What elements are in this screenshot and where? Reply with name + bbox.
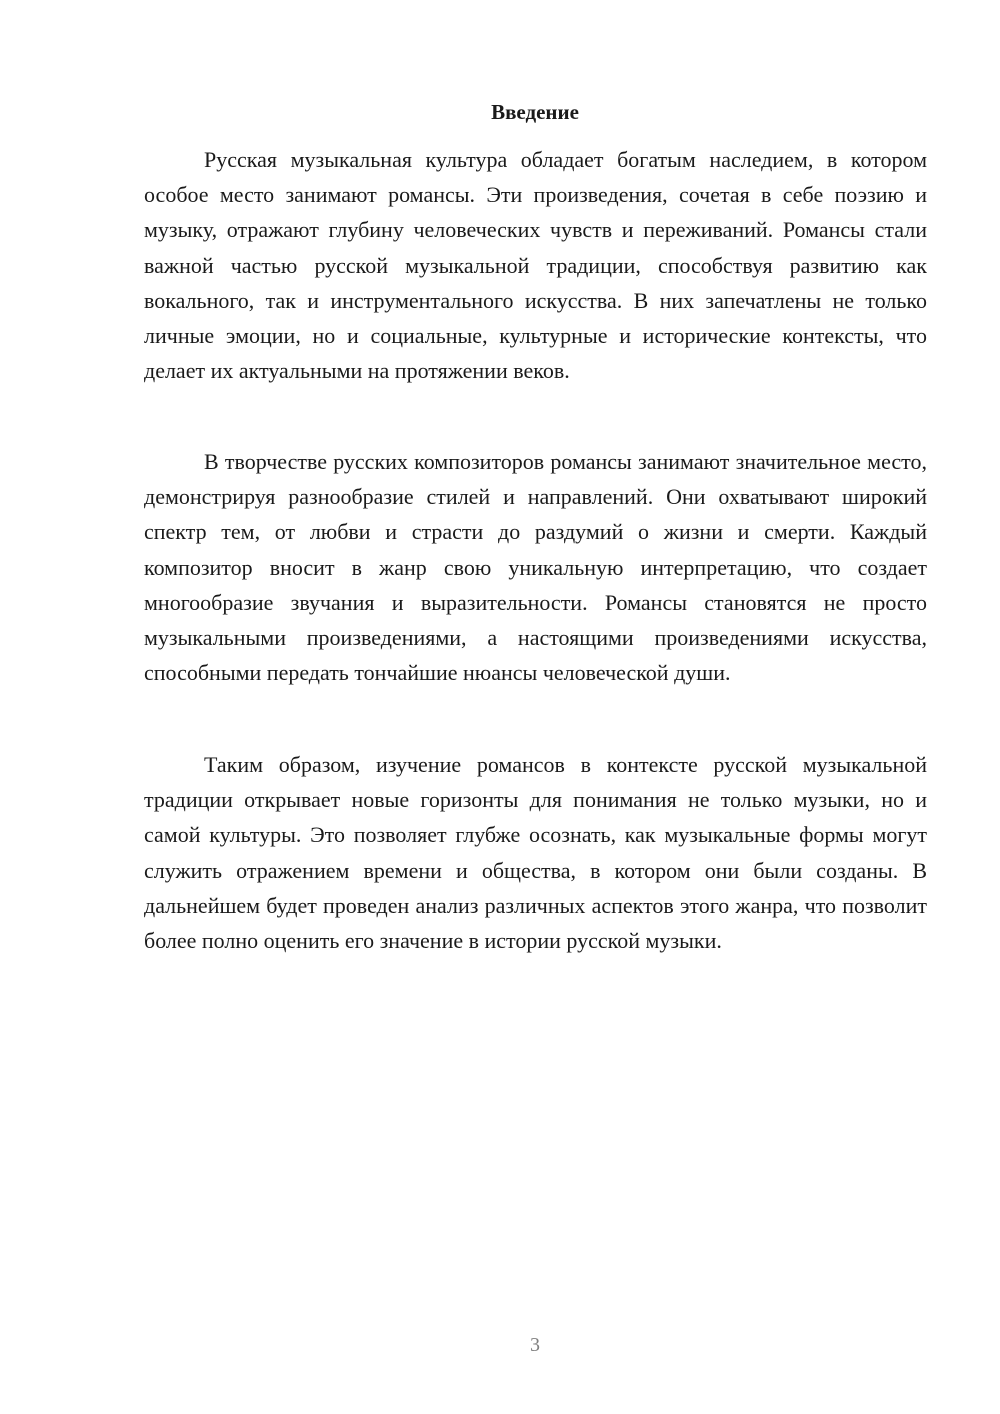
paragraph-3: Таким образом, изучение романсов в контексте русской музыкальной традиции открывает новые горизонты для понимания не только музыки, но и самой культуры. Это позволяет глубже осознать, как музыкальные формы могут служить отражением времени и общества, в котором они были созданы. В дальнейшем будет проведен анализ различных аспектов этого жанра, что позволит более полно оценить его значение в истории русской музыки. <box>144 752 927 954</box>
page-number: 3 <box>530 1334 540 1356</box>
section-heading: Введение <box>491 100 579 124</box>
paragraph-1: Русская музыкальная культура обладает богатым наследием, в котором особое место занимают романсы. Эти произведения, сочетая в себе поэзию и музыку, отражают глубину человеческих чувств и переживаний. Романсы стали важной частью русской музыкальной традиции, способствуя развитию как вокального, так и инструментального искусства. В них запечатлены не только личные эмоции, но и социальные, культурные и исторические контексты, что делает их актуальными на протяжении веков. <box>144 147 927 384</box>
paragraph-2: В творчестве русских композиторов романсы занимают значительное место, демонстрируя разнообразие стилей и направлений. Они охватывают широкий спектр тем, от любви и страсти до раздумий о жизни и смерти. Каждый композитор вносит в жанр свою уникальную интерпретацию, что создает многообразие звучания и выразительности. Романсы становятся не просто музыкальными произведениями, а настоящими произведениями искусства, способными передать тончайшие нюансы человеческой души. <box>144 449 927 686</box>
